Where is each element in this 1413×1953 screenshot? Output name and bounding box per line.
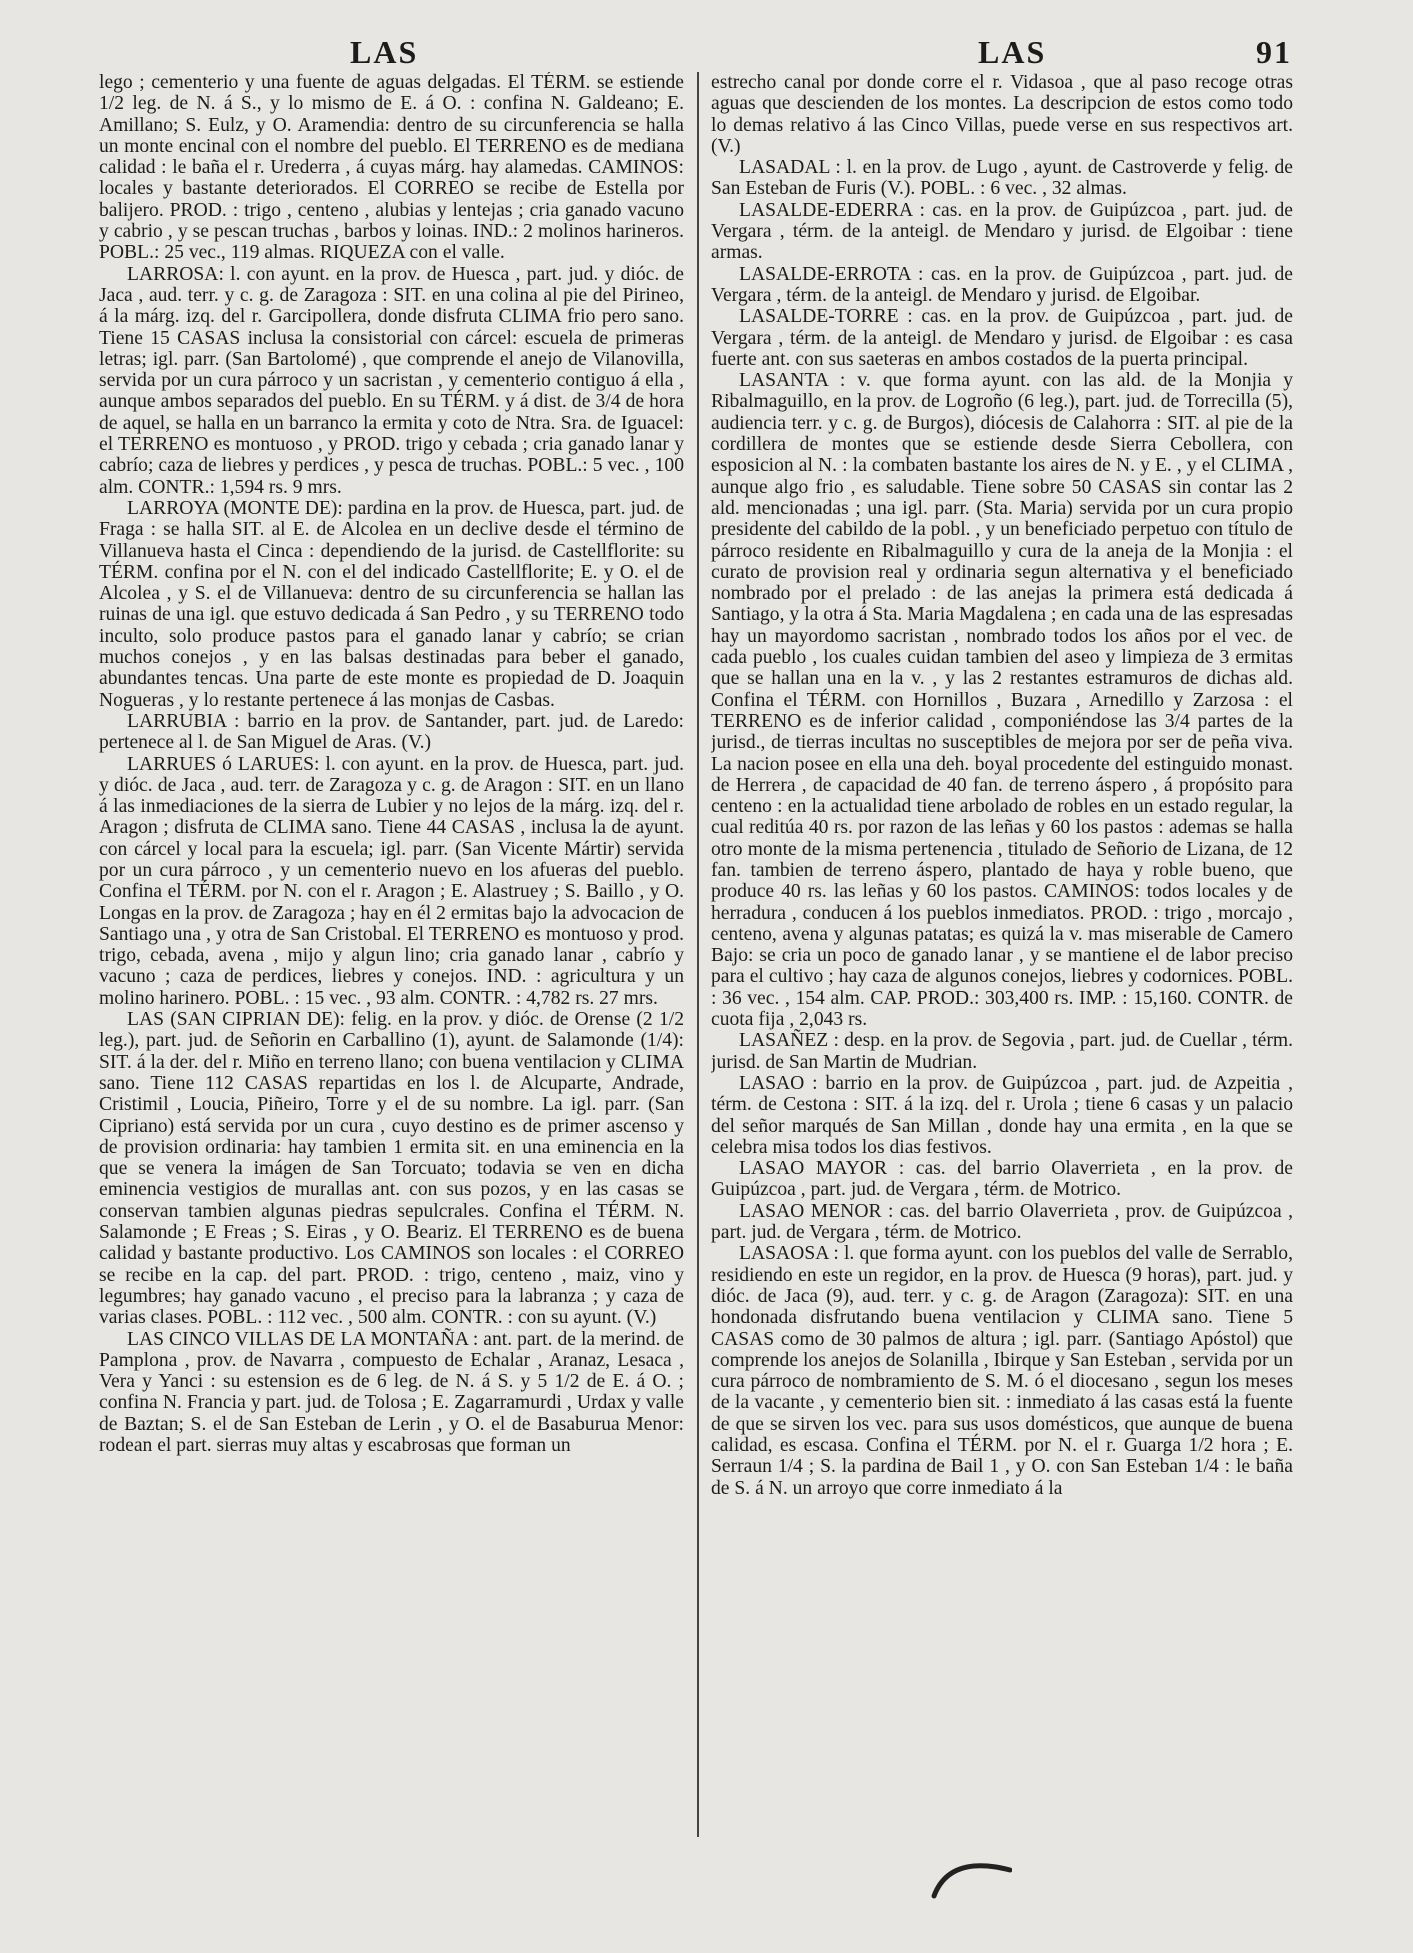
- entry-lasalde-ederra: LASALDE-EDERRA : cas. en la prov. de Guipúzcoa , part. jud. de Vergara , térm. de la anteigl. de Mendaro y jurisd. de Elgoibar : tiene armas.: [711, 199, 1293, 264]
- right-running-head: LAS: [978, 34, 1047, 70]
- column-divider: [697, 72, 699, 1837]
- entry-lasanez: LASAÑEZ : desp. en la prov. de Segovia , part. jud. de Cuellar , térm. jurisd. de San Martin de Mudrian.: [711, 1030, 1293, 1073]
- left-column: [99, 72, 684, 1835]
- left-running-head: LAS: [350, 34, 419, 70]
- right-column: [711, 72, 1293, 1835]
- entry-lasao: LASAO : barrio en la prov. de Guipúzcoa , part. jud. de Azpeitia , térm. de Cestona : SIT. á la izq. del r. Urola ; tiene 6 casas y un palacio del señor marqués de San Millan , donde hay una ermita , en la que se celebra misa todos los dias festivos.: [711, 1072, 1293, 1158]
- entry-las-san-ciprian: LAS (SAN CIPRIAN DE): felig. en la prov. y dióc. de Orense (2 1/2 leg.), part. jud. de Señorin en Carballino (1), ayunt. de Salamonde (1/4): SIT. á la der. del r. Miño en terreno llano; con buena ventilacion y CLIMA sano. Tiene 112 CASAS repartidas en los l. de Alcuparte, Andrade, Cristimil , Loucia, Piñeiro, Torre y el de su nombre. La igl. parr. (San Cipriano) está servida por un cura , cuyo destino es de primer ascenso y de provision ordinaria: hay tambien 1 ermita sit. en una eminencia en la que se venera la imágen de San Torcuato; todavia se ven en dicha eminencia vestigios de murallas ant. con sus pozos, y en las casas se conservan tambien algunas piedras sepulcrales. Confina el TÉRM. N. Salamonde ; E Freas ; S. Eiras , y O. Beariz. El TERRENO es de buena calidad y bastante productivo. Los CAMINOS son locales : el CORREO se recibe en la cap. del part. PROD. : trigo, centeno , maiz, vino y legumbres; hay ganado vacuno , el preciso para la labranza ; y caza de varias clases. POBL. : 112 vec. , 500 alm. CONTR. : con su ayunt. (V.): [99, 1009, 684, 1329]
- entry-lasalde-torre: LASALDE-TORRE : cas. en la prov. de Guipúzcoa , part. jud. de Vergara , térm. de la anteigl. de Mendaro y jurisd. de Elgoibar : es casa fuerte ant. con sus saeteras en ambos costados de la puerta principal.: [711, 306, 1293, 370]
- entry-larroya: LARROYA (MONTE DE): pardina en la prov. de Huesca, part. jud. de Fraga : se halla SIT. al E. de Alcolea en un declive desde el término de Villanueva hasta el Cinca : dependiendo de la jurisd. de Castellflorite: su TÉRM. confina por el N. con el del indicado Castellflorite; E. y O. el de Alcolea , y S. el de Villanueva: dentro de su circunferencia se hallan las ruinas de una igl. que estuvo dedicada á San Pedro , y su TERRENO todo inculto, solo produce pastos para el ganado lanar y cabrío; se crian muchos conejos , y en las balsas destinadas para beber el ganado, abundantes tencas. Una parte de este monte es propiedad de D. Joaquin Nogueras , y lo restante pertenece á las monjas de Casbas.: [99, 497, 684, 711]
- entry-lasalde-errota: LASALDE-ERROTA : cas. en la prov. de Guipúzcoa , part. jud. de Vergara , térm. de la anteigl. de Mendaro y jurisd. de Elgoibar.: [711, 263, 1293, 306]
- entry-lasanta: LASANTA : v. que forma ayunt. con las ald. de la Monjia y Ribalmaguillo, en la prov. de Logroño (6 leg.), part. jud. de Torrecilla (5), audiencia terr. y c. g. de Burgos), diócesis de Calahorra : SIT. al pie de la cordillera de montes que se estiende desde Sierra Cebollera, con esposicion al N. : la combaten bastante los aires de N. y E. , y el CLIMA , aunque algo frio , es saludable. Tiene sobre 50 CASAS sin contar las 2 ald. mencionadas ; una igl. parr. (Sta. Maria) servida por un cura propio presidente del cabildo de la pobl. , y un beneficiado perpetuo con título de párroco residente en Ribalmaguillo y cura de la aneja de la Monjia : el curato de provision real y ordinaria segun alternativa y el beneficiado nombrado por el prelado : de las anejas la primera está dedicada á Santiago, y la otra á Sta. Maria Magdalena ; en cada una de las espresadas hay un mayordomo sacristan , nombrado todos los años por el vec. de cada pueblo , los cuales cuidan tambien del aseo y limpieza de 3 ermitas que se hallan una en la v. , y las 2 restantes estramuros de dichas ald. Confina el TÉRM. con Hornillos , Buzara , Arnedillo y Zarzosa : el TERRENO es de inferior calidad , componiéndose las 3/4 partes de la jurisd., de tierras incultas no susceptibles de mejora por ser de peña viva. La nacion posee en ella una deh. boyal procedente del estinguido monast. de Herrera , de capacidad de 40 fan. de terreno áspero , á propósito para centeno : en la actualidad tiene arbolado de robles en un estado regular, la cual reditúa 40 rs. por razon de las leñas y 60 los pastos : ademas se halla otro monte de la misma pertenencia , titulado de Señorio de Lizana, de 12 fan. tambien de terreno áspero, plantado de haya y roble bueno, que produce 40 rs. las leñas y 60 los pastos. CAMINOS: todos locales y de herradura , conducen á los pueblos inmediatos. PROD. : trigo , morcajo , centeno, avena y algunas patatas; es quizá la v. mas miserable de Camero Bajo: se cria un poco de ganado lanar , y se mantiene el de labor preciso para el cultivo ; hay caza de algunos conejos, liebres y codornices. POBL. : 36 vec. , 154 alm. CAP. PROD.: 303,400 rs. IMP. : 15,160. CONTR. de cuota fija , 2,043 rs.: [711, 370, 1293, 1031]
- page-number: 91: [1256, 34, 1292, 70]
- ink-mark: [930, 1860, 1012, 1900]
- entry-lasao-mayor: LASAO MAYOR : cas. del barrio Olaverrieta , en la prov. de Guipúzcoa , part. jud. de Vergara , térm. de Motrico.: [711, 1158, 1293, 1201]
- entry-larrosa: LARROSA: l. con ayunt. en la prov. de Huesca , part. jud. y dióc. de Jaca , aud. terr. y c. g. de Zaragoza : SIT. en una colina al pie del Pirineo, á la márg. izq. del r. Garcipollera, donde disfruta CLIMA frio pero sano. Tiene 15 CASAS inclusa la consistorial con cárcel: escuela de primeras letras; igl. parr. (San Bartolomé) , que comprende el anejo de Vilanovilla, servida por un cura párroco y un sacristan , y cementerio contiguo á ella , aunque ambos separados del pueblo. En su TÉRM. y á dist. de 3/4 de hora de aquel, se halla en un barranco la ermita y coto de Ntra. Sra. de Iguacel: el TERRENO es montuoso , y PROD. trigo y cebada ; cria ganado lanar y cabrío; caza de liebres y perdices , y pesca de truchas. POBL.: 5 vec. , 100 alm. CONTR.: 1,594 rs. 9 mrs.: [99, 263, 684, 498]
- entry-larrubia: LARRUBIA : barrio en la prov. de Santander, part. jud. de Laredo: pertenece al l. de San Miguel de Aras. (V.): [99, 710, 684, 754]
- entry-larrues: LARRUES ó LARUES: l. con ayunt. en la prov. de Huesca, part. jud. y dióc. de Jaca , aud. terr. de Zaragoza y c. g. de Aragon : SIT. en un llano á las inmediaciones de la sierra de Lubier y no lejos de la márg. izq. del r. Aragon ; disfruta de CLIMA sano. Tiene 44 CASAS , inclusa la de ayunt. con cárcel y local para la escuela; igl. parr. (San Vicente Mártir) servida por un cura párroco , y un cementerio nuevo en los afueras del pueblo. Confina el TÉRM. por N. con el r. Aragon ; E. Alastruey ; S. Baillo , y O. Longas en la prov. de Zaragoza ; hay en él 2 ermitas bajo la advocacion de Santiago una , y otra de San Cristobal. El TERRENO es montuoso y prod. trigo, cebada, avena , mijo y algun lino; cria ganado lanar , cabrío y vacuno ; caza de perdices, liebres y conejos. IND. : agricultura y un molino harinero. POBL. : 15 vec. , 93 alm. CONTR. : 4,782 rs. 27 mrs.: [99, 753, 684, 1009]
- entry-continuation: lego ; cementerio y una fuente de aguas delgadas. El TÉRM. se estiende 1/2 leg. de N. á S., y lo mismo de E. á O. : confina N. Galdeano; E. Amillano; S. Eulz, y O. Aramendia: dentro de su circunferencia se halla un monte encinal con el nombre del pueblo. El TERRENO es de mediana calidad : le baña el r. Urederra , á cuyas márg. hay alamedas. CAMINOS: locales y bastante deteriorados. El CORREO se recibe de Estella por balijero. PROD. : trigo , centeno , alubias y lentejas ; cria ganado vacuno y cabrio , y se pescan truchas , barbos y loinas. IND.: 2 molinos harineros. POBL.: 25 vec., 119 almas. RIQUEZA con el valle.: [99, 72, 684, 264]
- entry-lasadal: LASADAL : l. en la prov. de Lugo , ayunt. de Castroverde y felig. de San Esteban de Furis (V.). POBL. : 6 vec. , 32 almas.: [711, 157, 1293, 200]
- entry-lasao-menor: LASAO MENOR : cas. del barrio Olaverrieta , prov. de Guipúzcoa , part. jud. de Vergara , térm. de Motrico.: [711, 1200, 1293, 1244]
- entry-las-cinco-villas: LAS CINCO VILLAS DE LA MONTAÑA : ant. part. de la merind. de Pamplona , prov. de Navarra , compuesto de Echalar , Aranaz, Lesaca , Vera y Yanci : su estension es de 6 leg. de N. á S. y 5 1/2 de E. á O. ; confina N. Francia y part. jud. de Tolosa ; E. Zagarramurdi , Urdax y valle de Baztan; S. el de San Esteban de Lerin , y O. el de Basaburua Menor: rodean el part. sierras muy altas y escabrosas que forman un: [99, 1328, 684, 1456]
- entry-continuation-right: estrecho canal por donde corre el r. Vidasoa , que al paso recoge otras aguas que descienden de los montes. La descripcion de estos como todo lo demas relativo á las Cinco Villas, puede verse en sus respectivos art. (V.): [711, 72, 1293, 157]
- entry-lasaosa: LASAOSA : l. que forma ayunt. con los pueblos del valle de Serrablo, residiendo en este un regidor, en la prov. de Huesca (9 horas), part. jud. y dióc. de Jaca (9), aud. terr. y c. g. de Aragon (Zaragoza): SIT. en una hondonada disfrutando buena ventilacion y CLIMA sano. Tiene 5 CASAS como de 30 palmos de altura ; igl. parr. (Santiago Apóstol) que comprende los anejos de Solanilla , Ibirque y San Esteban , servida por un cura párroco de nombramiento de S. M. ó el diocesano , segun los meses de la vacante , y cementerio bien sit. : inmediato á las casas está la fuente de que se sirven los vec. para sus usos domésticos, que aunque de buena calidad, es escasa. Confina el TÉRM. por N. el r. Guarga 1/2 hora ; E. Serraun 1/4 ; S. la pardina de Bail 1 , y O. con San Esteban 1/4 : le baña de S. á N. un arroyo que corre inmediato á la: [711, 1243, 1293, 1499]
